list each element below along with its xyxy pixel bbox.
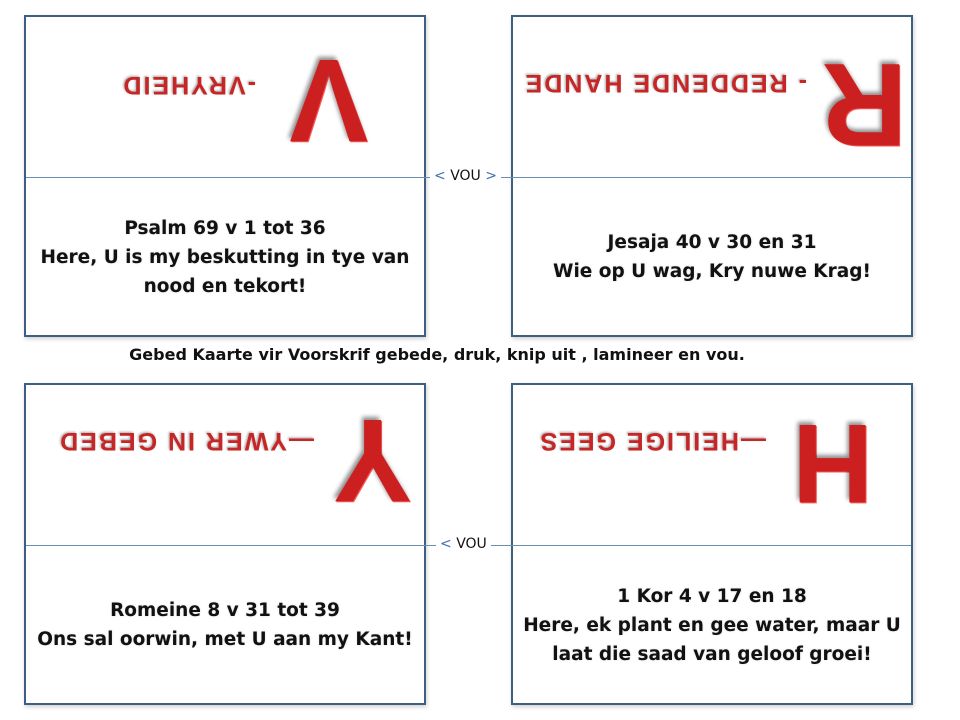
verse-line: laat die saad van geloof groei!: [552, 643, 872, 665]
card-word: —YWER IN GEBED: [58, 427, 314, 455]
card-verse: [26, 547, 424, 703]
prayer-card-r: [511, 15, 913, 337]
verse-line: Here, ek plant en gee water, maar U: [523, 614, 901, 636]
card-front-upside-down: [513, 17, 911, 177]
card-verse: [26, 179, 424, 335]
verse-line: Wie op U wag, Kry nuwe Krag!: [553, 261, 871, 282]
card-word: -VRYHEID: [121, 71, 256, 99]
card-word: - REDDENDE HANDE: [523, 69, 807, 97]
chevron-left-icon: <: [440, 536, 452, 552]
verse-line: Ons sal oorwin, met U aan my Kant!: [37, 629, 413, 650]
fold-label-bottom: [436, 536, 491, 552]
verse-line: nood en tekort!: [143, 275, 307, 297]
big-letter: V: [289, 34, 368, 166]
card-verse: [513, 179, 911, 335]
card-front-upside-down: [26, 385, 424, 545]
verse-line: Here, U is my beskutting in tye van: [40, 246, 410, 268]
fold-label-top: [430, 168, 501, 184]
instructions-text: Gebed Kaarte vir Voorskrif gebede, druk, knip uit , lamineer en vou.: [129, 345, 745, 364]
fold-label-text: VOU: [456, 536, 487, 552]
prayer-card-v: [24, 15, 426, 337]
fold-label-text: VOU: [450, 168, 481, 184]
big-letter: Y: [333, 394, 412, 526]
card-front-upside-down: [513, 385, 911, 545]
chevron-left-icon: <: [434, 168, 446, 184]
verse-reference: Romeine 8 v 31 tot 39: [110, 600, 340, 621]
prayer-card-y: [24, 383, 426, 705]
card-front-upside-down: [26, 17, 424, 177]
verse-reference: 1 Kor 4 v 17 en 18: [617, 585, 807, 607]
big-letter: R: [821, 38, 907, 170]
prayer-card-h: [511, 383, 913, 705]
card-word: —HEILIGE GEES: [538, 427, 766, 455]
big-letter: H: [792, 401, 873, 526]
verse-reference: Psalm 69 v 1 tot 36: [124, 217, 326, 239]
card-verse: [513, 547, 911, 703]
verse-reference: Jesaja 40 v 30 en 31: [607, 232, 817, 253]
chevron-right-icon: >: [485, 168, 497, 184]
